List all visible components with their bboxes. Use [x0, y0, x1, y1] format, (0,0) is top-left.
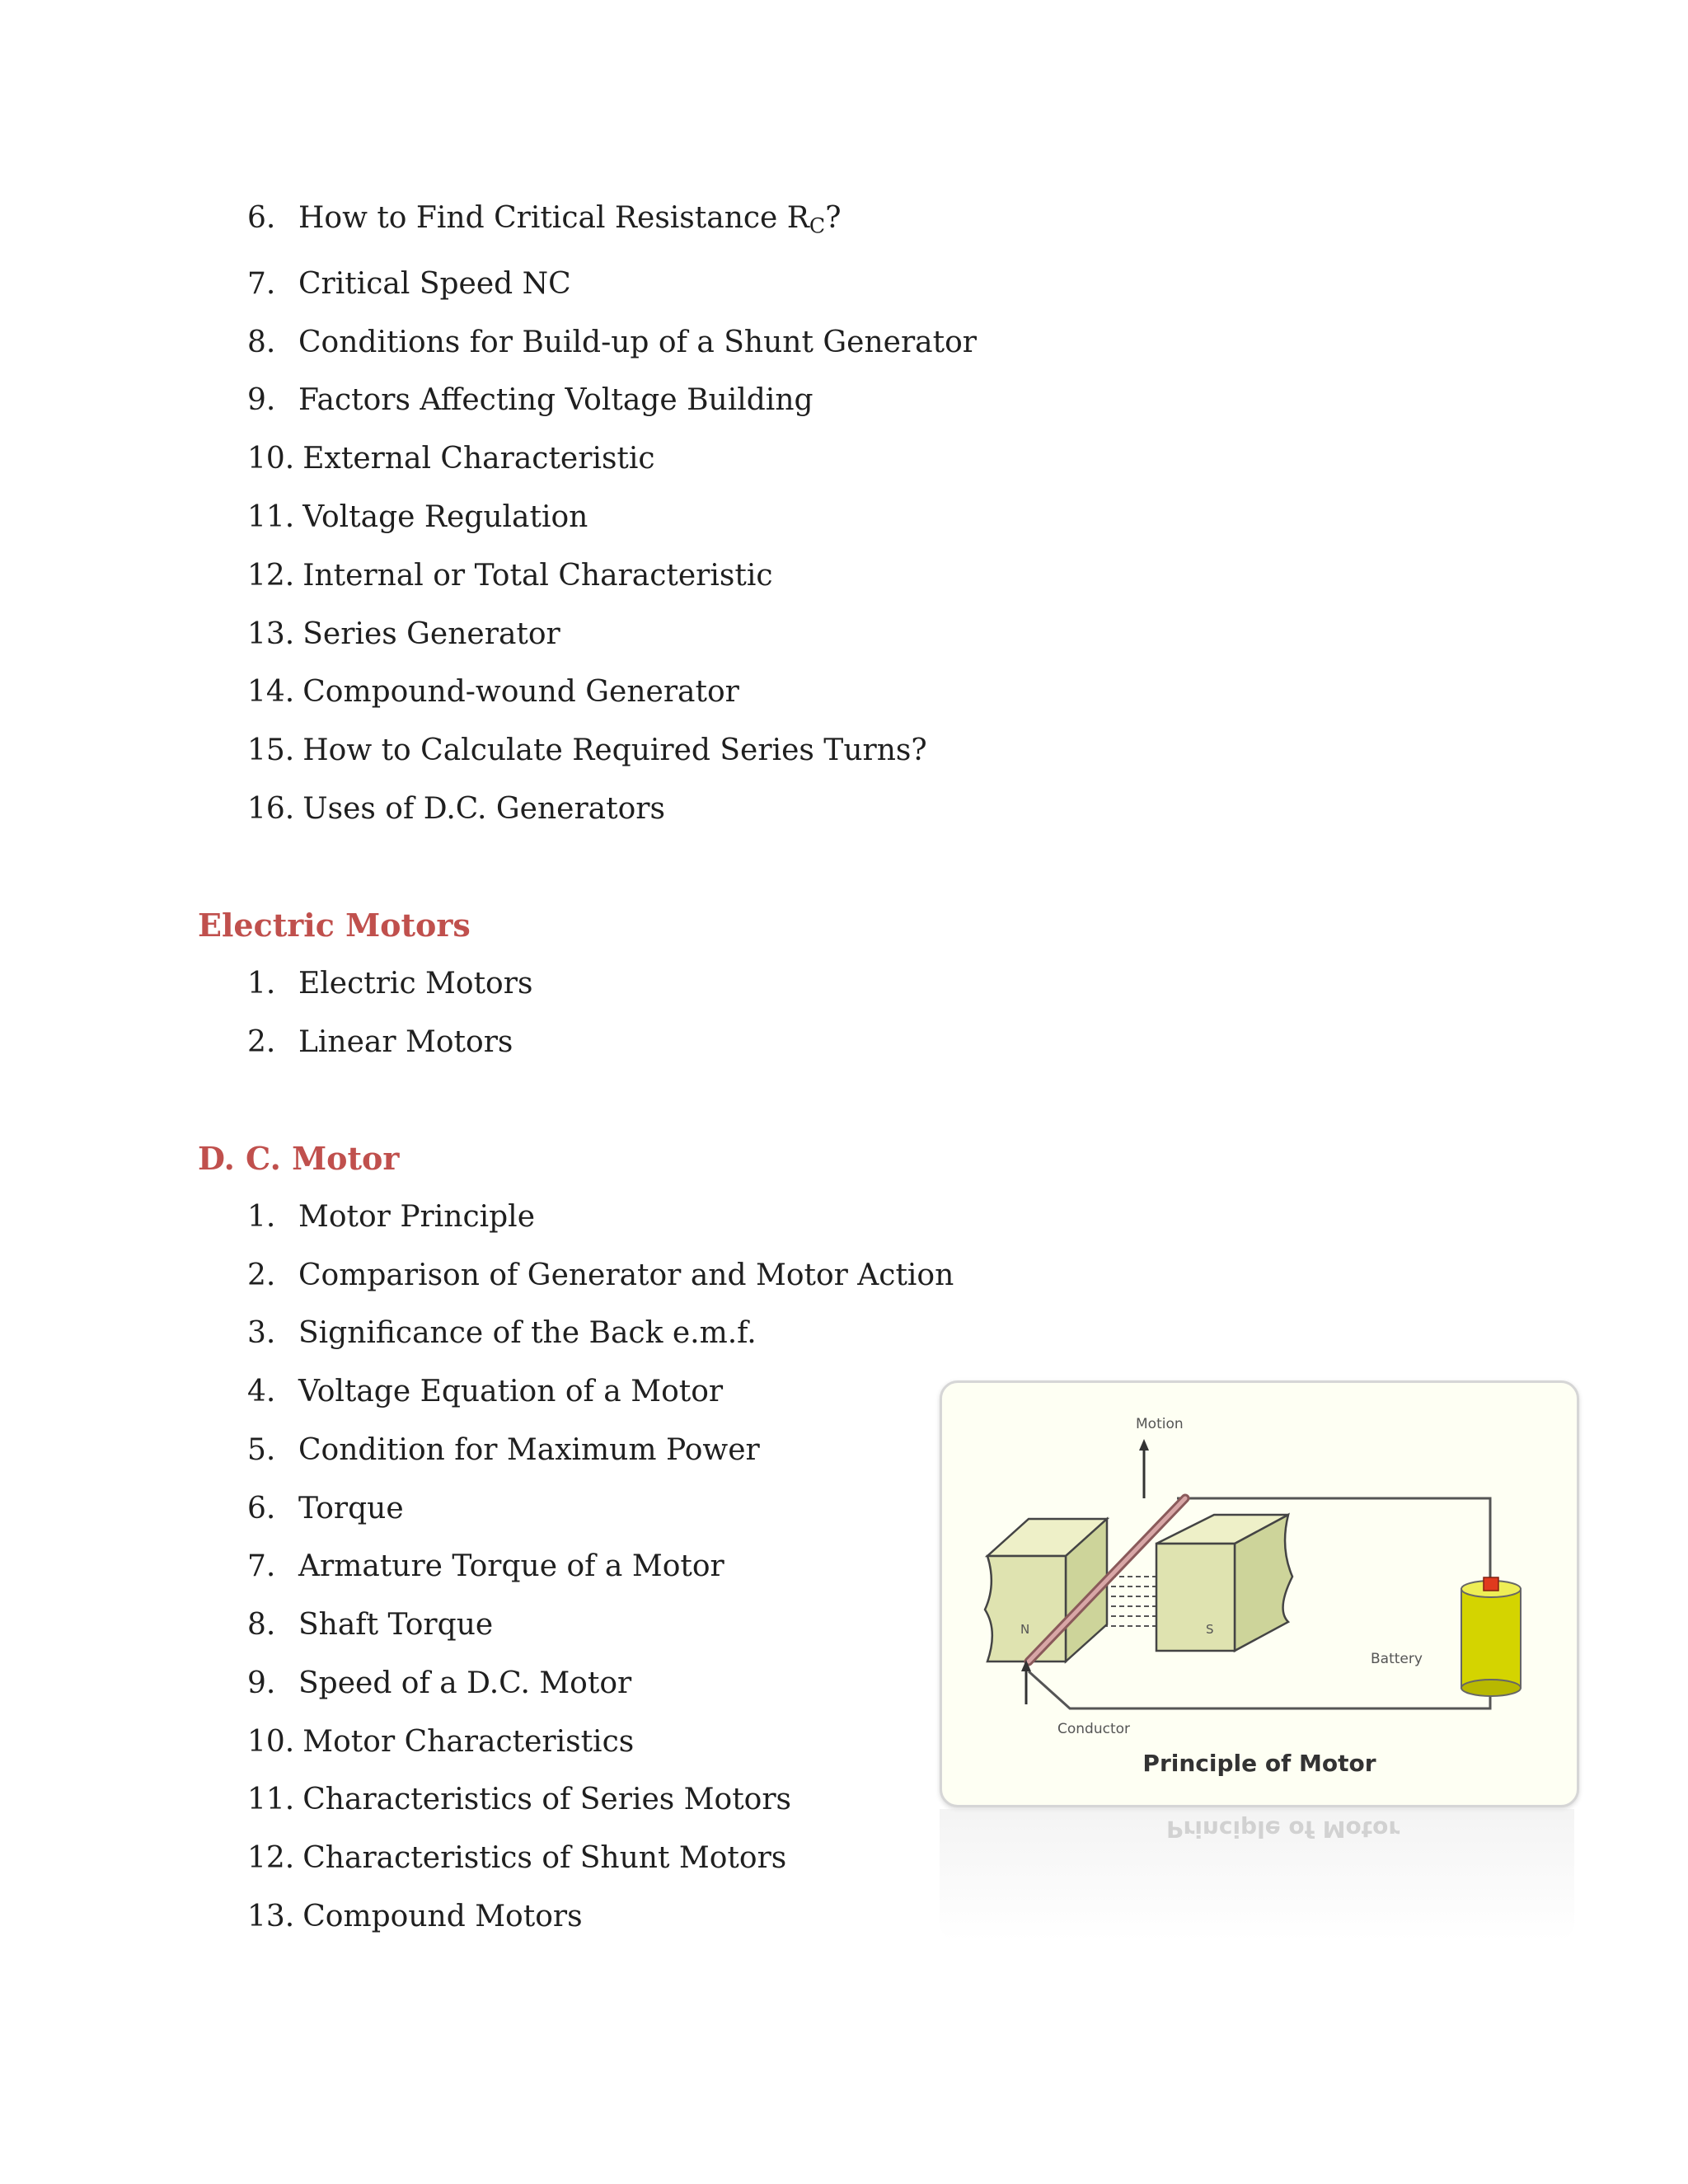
north-label: N — [1020, 1622, 1030, 1637]
list-text: Voltage Equation of a Motor — [298, 1375, 724, 1408]
list-number: 13. — [247, 617, 295, 651]
bottom-wire — [1029, 1667, 1490, 1708]
list-number: 9. — [247, 383, 276, 417]
conductor-label: Conductor — [1057, 1721, 1131, 1737]
list-item — [247, 1193, 535, 1242]
list-item — [247, 785, 665, 834]
list-item — [247, 1718, 634, 1767]
figure-reflection — [940, 1809, 1574, 1941]
list-item — [247, 1542, 724, 1591]
list-number: 6. — [247, 201, 276, 235]
list-text: Internal or Total Characteristic — [302, 559, 773, 593]
list-item — [247, 1601, 493, 1650]
south-label: S — [1206, 1622, 1214, 1637]
list-item — [247, 376, 814, 425]
list-text: How to Calculate Required Series Turns? — [302, 733, 927, 767]
list-number: 7. — [247, 1549, 276, 1583]
list-text: Torque — [298, 1492, 404, 1526]
list-number: 14. — [247, 675, 295, 709]
list-text: Significance of the Back e.m.f. — [298, 1316, 757, 1350]
list-number: 9. — [247, 1666, 276, 1700]
battery-icon — [1461, 1577, 1521, 1696]
list-number: 10. — [247, 1725, 295, 1759]
list-text: Series Generator — [302, 617, 560, 651]
list-item — [247, 260, 571, 309]
list-text: Armature Torque of a Motor — [298, 1549, 724, 1583]
list-number: 11. — [247, 1783, 295, 1816]
list-text: Electric Motors — [298, 967, 533, 1001]
subscript-c: C — [809, 213, 826, 238]
list-number: 10. — [247, 442, 295, 476]
list-item — [247, 551, 773, 601]
motor-principle-figure — [940, 1380, 1579, 1807]
south-pole-magnet — [1156, 1515, 1292, 1651]
list-text: Compound Motors — [302, 1900, 583, 1933]
list-number: 15. — [247, 733, 295, 767]
section-heading-electric-motors: Electric Motors — [198, 907, 471, 944]
list-number: 2. — [247, 1025, 276, 1059]
list-number: 5. — [247, 1433, 276, 1467]
list-number: 13. — [247, 1900, 295, 1933]
list-item — [247, 434, 655, 484]
list-text-suffix: ? — [825, 201, 842, 235]
list-item — [247, 610, 560, 659]
list-text: Conditions for Build-up of a Shunt Generator — [298, 326, 977, 359]
list-number: 12. — [247, 1841, 295, 1875]
motion-label: Motion — [1136, 1416, 1184, 1432]
motion-arrowhead — [1139, 1439, 1149, 1451]
list-number: 7. — [247, 267, 276, 301]
list-text: Linear Motors — [298, 1025, 513, 1059]
list-text: Compound-wound Generator — [302, 675, 739, 709]
list-item — [247, 1484, 404, 1534]
list-text: Condition for Maximum Power — [298, 1433, 760, 1467]
list-text: Comparison of Generator and Motor Action — [298, 1258, 954, 1292]
list-number: 2. — [247, 1258, 276, 1292]
list-item — [247, 318, 977, 368]
list-number: 11. — [247, 500, 295, 534]
list-item — [247, 1426, 760, 1475]
list-number: 3. — [247, 1316, 276, 1350]
list-number: 1. — [247, 1200, 276, 1234]
motor-principle-diagram — [942, 1383, 1577, 1805]
list-number: 8. — [247, 326, 276, 359]
list-item — [247, 1834, 786, 1883]
list-item — [247, 1309, 757, 1358]
list-text: Characteristics of Shunt Motors — [302, 1841, 787, 1875]
battery-label: Battery — [1371, 1651, 1423, 1667]
list-text: Motor Principle — [298, 1200, 535, 1234]
list-item — [247, 194, 842, 243]
list-number: 16. — [247, 792, 295, 826]
section-heading-dc-motor: D. C. Motor — [198, 1140, 400, 1177]
list-text: How to Find Critical Resistance R — [298, 201, 809, 235]
list-number: 12. — [247, 559, 295, 593]
list-text: Factors Affecting Voltage Building — [298, 383, 814, 417]
list-item — [247, 726, 927, 776]
list-text: Critical Speed NC — [298, 267, 571, 301]
list-text: Voltage Regulation — [302, 500, 588, 534]
list-text: Speed of a D.C. Motor — [298, 1666, 632, 1700]
list-number: 8. — [247, 1608, 276, 1642]
list-text: Uses of D.C. Generators — [302, 792, 665, 826]
list-item — [247, 1367, 723, 1417]
reflected-caption: Principle of Motor — [1166, 1816, 1400, 1843]
list-item — [247, 668, 739, 717]
list-item — [247, 1018, 513, 1067]
list-text: Shaft Torque — [298, 1608, 494, 1642]
list-item — [247, 1775, 791, 1825]
list-text: Motor Characteristics — [302, 1725, 635, 1759]
list-text: Characteristics of Series Motors — [302, 1783, 792, 1816]
list-item — [247, 1892, 583, 1942]
list-item — [247, 1659, 631, 1708]
list-text: External Characteristic — [302, 442, 655, 476]
list-number: 1. — [247, 967, 276, 1001]
figure-caption: Principle of Motor — [1142, 1750, 1376, 1777]
list-number: 6. — [247, 1492, 276, 1526]
list-item — [247, 1251, 954, 1301]
list-number: 4. — [247, 1375, 276, 1408]
list-item — [247, 959, 532, 1009]
list-item — [247, 493, 588, 542]
